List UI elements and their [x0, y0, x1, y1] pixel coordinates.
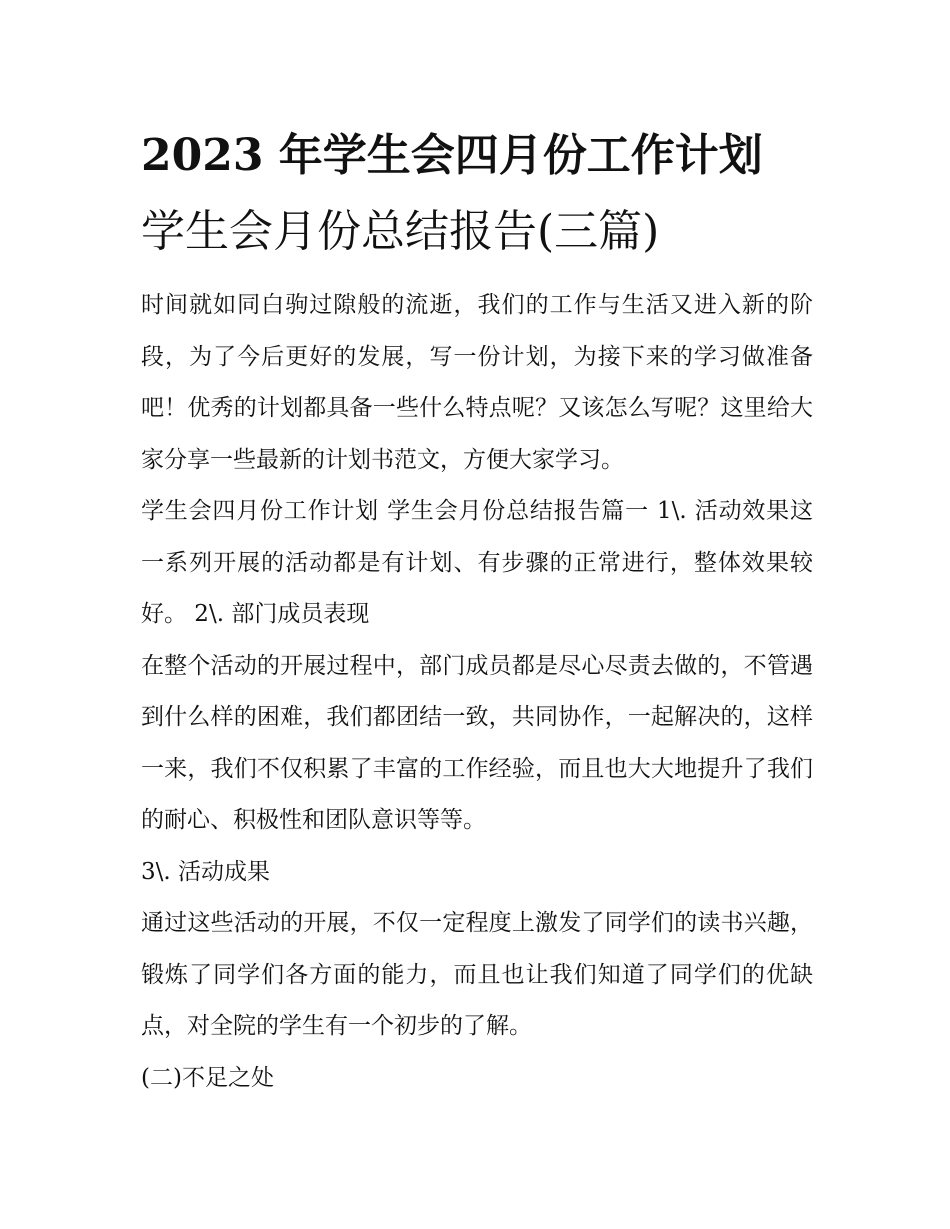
- document-body: [141, 280, 813, 1104]
- paragraph-members: 在整个活动的开展过程中，部门成员都是尽心尽责去做的，不管遇到什么样的困难，我们都团结一致，共同协作，一起解决的，这样一来，我们不仅积累了丰富的工作经验，而且也大大地提升了我们的耐心、积极性和团队意识等等。: [141, 652, 813, 833]
- paragraph-heading-shortcomings: (二)不足之处: [141, 1064, 274, 1091]
- paragraph-heading-results: 3\. 活动成果: [141, 858, 271, 885]
- paragraph-intro: 时间就如同白驹过隙般的流逝，我们的工作与生活又进入新的阶段，为了今后更好的发展，写一份计划，为接下来的学习做准备吧！优秀的计划都具备一些什么特点呢？又该怎么写呢？这里给大家分享一些最新的计划书范文，方便大家学习。: [141, 292, 813, 473]
- document-page: [141, 118, 813, 1104]
- paragraph-section-one: 学生会四月份工作计划 学生会月份总结报告篇一 1\. 活动效果这一系列开展的活动都是有计划、有步骤的正常进行，整体效果较好。 2\. 部门成员表现: [141, 498, 813, 627]
- document-title: [141, 118, 813, 270]
- title-line-2: 学生会月份总结报告(三篇): [141, 206, 660, 257]
- paragraph-results: 通过这些活动的开展，不仅一定程度上激发了同学们的读书兴趣，锻炼了同学们各方面的能力，而且也让我们知道了同学们的优缺点，对全院的学生有一个初步的了解。: [141, 910, 813, 1039]
- title-line-1: 2023 年学生会四月份工作计划: [141, 130, 763, 181]
